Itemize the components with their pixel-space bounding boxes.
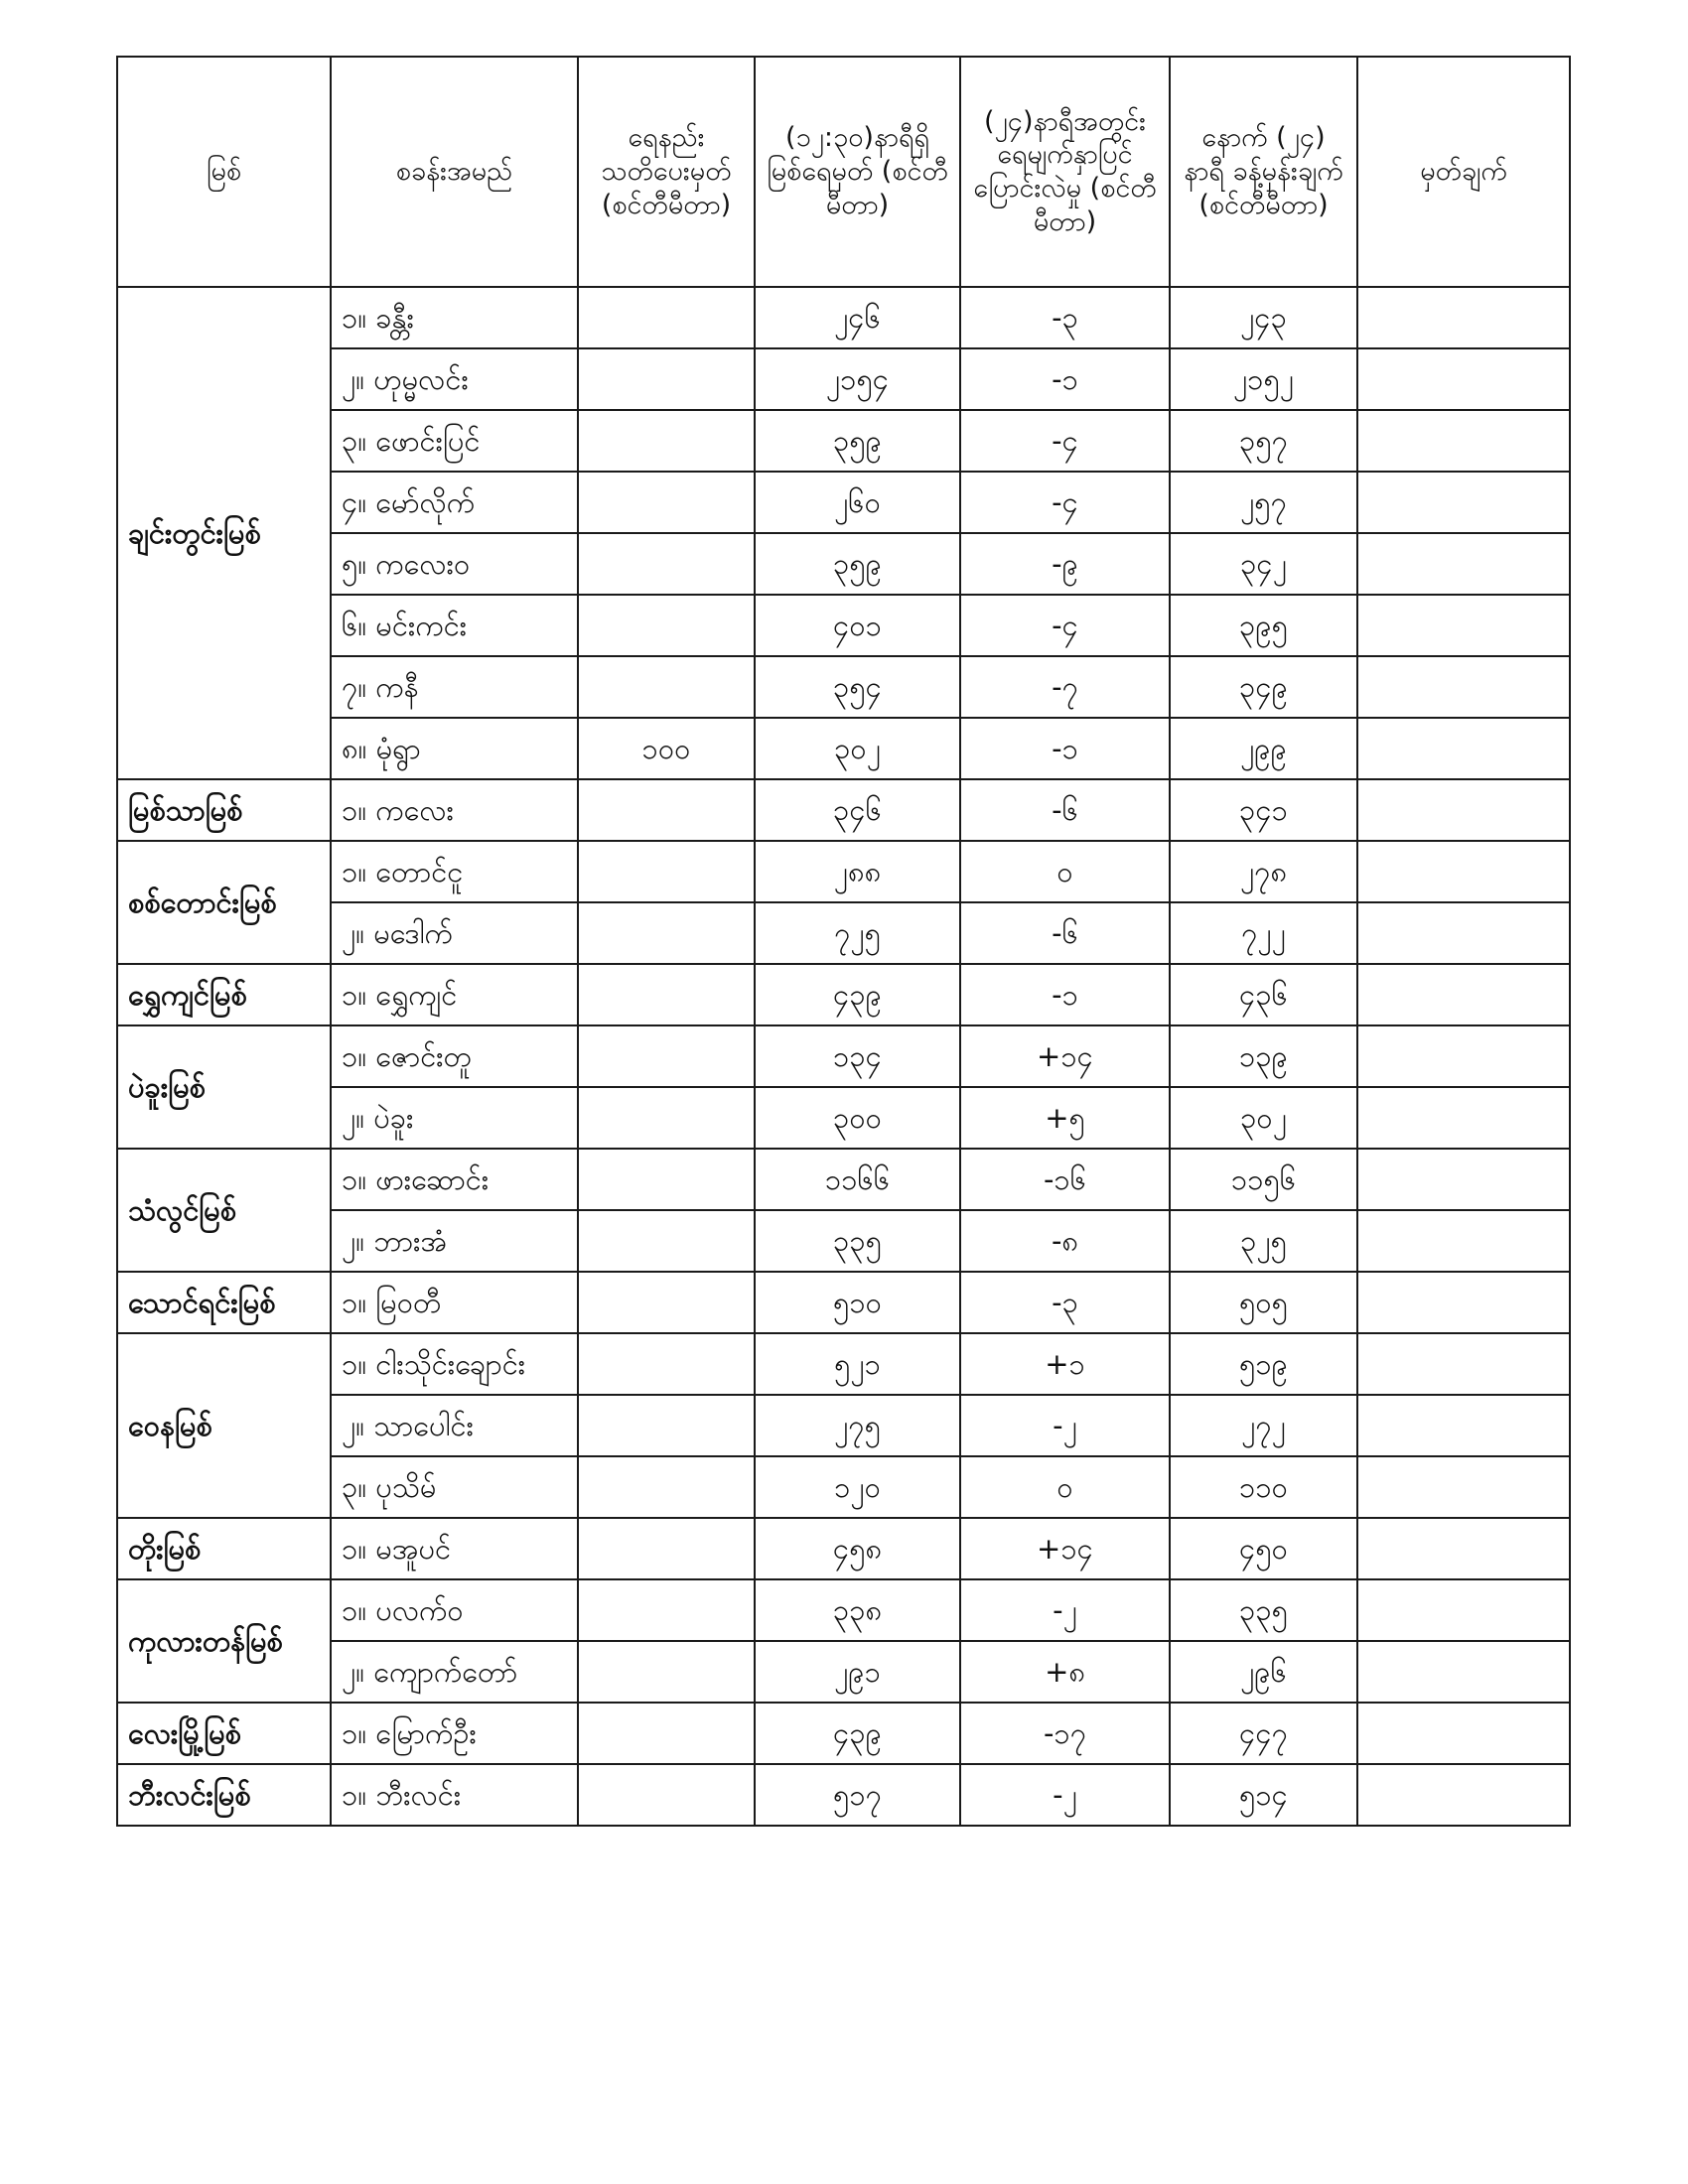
table-header bbox=[117, 57, 1570, 287]
change-cell: -၂ bbox=[960, 1764, 1170, 1826]
header-remarks: မှတ်ချက် bbox=[1357, 57, 1570, 287]
station-name: ၂။ သာပေါင်း bbox=[331, 1395, 578, 1456]
table-row bbox=[117, 1395, 1570, 1456]
table-row bbox=[117, 1703, 1570, 1764]
low-warning-cell bbox=[578, 348, 755, 410]
station-name: ၁။ ပလက်ဝ bbox=[331, 1579, 578, 1641]
change-cell: -၁ bbox=[960, 964, 1170, 1025]
water-level-cell: ၄၃၉ bbox=[755, 1703, 960, 1764]
change-cell: -၄ bbox=[960, 410, 1170, 472]
station-name: ၁။ ဘီးလင်း bbox=[331, 1764, 578, 1826]
change-cell: -၁ bbox=[960, 348, 1170, 410]
water-level-cell: ၅၁၇ bbox=[755, 1764, 960, 1826]
change-cell: -၃ bbox=[960, 287, 1170, 348]
change-cell: -၆ bbox=[960, 779, 1170, 841]
station-name: ၁။ မြောက်ဦး bbox=[331, 1703, 578, 1764]
low-warning-cell bbox=[578, 533, 755, 595]
table-row bbox=[117, 1456, 1570, 1518]
water-level-cell: ၃၅၉ bbox=[755, 410, 960, 472]
low-warning-cell bbox=[578, 595, 755, 656]
station-name: ၁။ ရွှေကျင် bbox=[331, 964, 578, 1025]
low-warning-cell bbox=[578, 1456, 755, 1518]
station-name: ၁။ ဖားဆောင်း bbox=[331, 1149, 578, 1210]
forecast-cell: ၅၁၉ bbox=[1170, 1333, 1357, 1395]
change-cell: +၈ bbox=[960, 1641, 1170, 1703]
forecast-cell: ၃၄၁ bbox=[1170, 779, 1357, 841]
water-level-cell: ၄၅၈ bbox=[755, 1518, 960, 1579]
table-row bbox=[117, 410, 1570, 472]
table-row bbox=[117, 1518, 1570, 1579]
water-level-cell: ၃၅၉ bbox=[755, 533, 960, 595]
remarks-cell bbox=[1357, 1456, 1570, 1518]
station-name: ၁။ မအူပင် bbox=[331, 1518, 578, 1579]
low-warning-cell bbox=[578, 287, 755, 348]
forecast-cell: ၂၇၈ bbox=[1170, 841, 1357, 902]
forecast-cell: ၁၁၀ bbox=[1170, 1456, 1357, 1518]
change-cell: -၄ bbox=[960, 595, 1170, 656]
station-name: ၂။ ကျောက်တော် bbox=[331, 1641, 578, 1703]
remarks-cell bbox=[1357, 656, 1570, 718]
station-name: ၁။ ဇောင်းတူ bbox=[331, 1025, 578, 1087]
station-name: ၈။ မုံရွာ bbox=[331, 718, 578, 779]
forecast-cell: ၃၃၅ bbox=[1170, 1579, 1357, 1641]
low-warning-cell bbox=[578, 1703, 755, 1764]
remarks-cell bbox=[1357, 779, 1570, 841]
table-row bbox=[117, 1149, 1570, 1210]
header-row bbox=[117, 57, 1570, 287]
water-level-cell: ၅၁၀ bbox=[755, 1272, 960, 1333]
water-level-cell: ၃၀၀ bbox=[755, 1087, 960, 1149]
remarks-cell bbox=[1357, 287, 1570, 348]
header-low-warning: ရေနည်း သတိပေးမှတ် (စင်တီမီတာ) bbox=[578, 57, 755, 287]
station-name: ၆။ မင်းကင်း bbox=[331, 595, 578, 656]
water-level-cell: ၄၃၉ bbox=[755, 964, 960, 1025]
forecast-cell: ၅၀၅ bbox=[1170, 1272, 1357, 1333]
table-row bbox=[117, 902, 1570, 964]
forecast-cell: ၃၅၇ bbox=[1170, 410, 1357, 472]
remarks-cell bbox=[1357, 1703, 1570, 1764]
table-row bbox=[117, 472, 1570, 533]
low-warning-cell bbox=[578, 1641, 755, 1703]
table-body bbox=[117, 287, 1570, 1826]
water-level-cell: ၃၃၅ bbox=[755, 1210, 960, 1272]
low-warning-cell bbox=[578, 1025, 755, 1087]
station-name: ၄။ မော်လိုက် bbox=[331, 472, 578, 533]
remarks-cell bbox=[1357, 1210, 1570, 1272]
low-warning-cell bbox=[578, 472, 755, 533]
header-24h-forecast: နောက် (၂၄) နာရီ ခန့်မှန်းချက် (စင်တီမီတာ) bbox=[1170, 57, 1357, 287]
remarks-cell bbox=[1357, 1764, 1570, 1826]
station-name: ၁။ ခန္တီး bbox=[331, 287, 578, 348]
river-level-table bbox=[116, 56, 1571, 1827]
river-name: စစ်တောင်းမြစ် bbox=[117, 841, 331, 964]
low-warning-cell bbox=[578, 1210, 755, 1272]
remarks-cell bbox=[1357, 1272, 1570, 1333]
water-level-cell: ၇၂၅ bbox=[755, 902, 960, 964]
table-row bbox=[117, 1210, 1570, 1272]
water-level-cell: ၂၉၁ bbox=[755, 1641, 960, 1703]
low-warning-cell bbox=[578, 1395, 755, 1456]
low-warning-cell bbox=[578, 1518, 755, 1579]
remarks-cell bbox=[1357, 410, 1570, 472]
water-level-cell: ၂၄၆ bbox=[755, 287, 960, 348]
station-name: ၁။ မြဝတီ bbox=[331, 1272, 578, 1333]
table-row bbox=[117, 595, 1570, 656]
forecast-cell: ၂၁၅၂ bbox=[1170, 348, 1357, 410]
remarks-cell bbox=[1357, 595, 1570, 656]
water-level-cell: ၄၀၁ bbox=[755, 595, 960, 656]
change-cell: -၇ bbox=[960, 656, 1170, 718]
river-name: လေးမြို့မြစ် bbox=[117, 1703, 331, 1764]
change-cell: +၁၄ bbox=[960, 1518, 1170, 1579]
table-row bbox=[117, 533, 1570, 595]
table-row bbox=[117, 287, 1570, 348]
station-name: ၂။ မဒေါက် bbox=[331, 902, 578, 964]
table-row bbox=[117, 779, 1570, 841]
table-row bbox=[117, 841, 1570, 902]
change-cell: +၁၄ bbox=[960, 1025, 1170, 1087]
river-name: မြစ်သာမြစ် bbox=[117, 779, 331, 841]
change-cell: -၁၆ bbox=[960, 1149, 1170, 1210]
low-warning-cell bbox=[578, 656, 755, 718]
station-name: ၁။ တောင်ငူ bbox=[331, 841, 578, 902]
river-name: ဝေနမြစ် bbox=[117, 1333, 331, 1518]
change-cell: +၅ bbox=[960, 1087, 1170, 1149]
header-24h-change: (၂၄)နာရီအတွင်း ရေမျက်နှာပြင် ပြောင်းလဲမှု (စင်တီမီတာ) bbox=[960, 57, 1170, 287]
water-level-cell: ၂၇၅ bbox=[755, 1395, 960, 1456]
table-row bbox=[117, 1579, 1570, 1641]
river-name: ဘီးလင်းမြစ် bbox=[117, 1764, 331, 1826]
low-warning-cell bbox=[578, 1764, 755, 1826]
forecast-cell: ၄၃၆ bbox=[1170, 964, 1357, 1025]
water-level-cell: ၂၈၈ bbox=[755, 841, 960, 902]
low-warning-cell bbox=[578, 1149, 755, 1210]
remarks-cell bbox=[1357, 533, 1570, 595]
table-row bbox=[117, 718, 1570, 779]
forecast-cell: ၁၁၅၆ bbox=[1170, 1149, 1357, 1210]
remarks-cell bbox=[1357, 1579, 1570, 1641]
table-row bbox=[117, 1272, 1570, 1333]
remarks-cell bbox=[1357, 348, 1570, 410]
forecast-cell: ၂၉၉ bbox=[1170, 718, 1357, 779]
change-cell: -၄ bbox=[960, 472, 1170, 533]
forecast-cell: ၄၅၀ bbox=[1170, 1518, 1357, 1579]
river-name: ပဲခူးမြစ် bbox=[117, 1025, 331, 1149]
remarks-cell bbox=[1357, 1025, 1570, 1087]
river-name: ကုလားတန်မြစ် bbox=[117, 1579, 331, 1703]
low-warning-cell bbox=[578, 1579, 755, 1641]
low-warning-cell bbox=[578, 779, 755, 841]
change-cell: ၀ bbox=[960, 1456, 1170, 1518]
water-level-cell: ၁၂၀ bbox=[755, 1456, 960, 1518]
forecast-cell: ၂၉၆ bbox=[1170, 1641, 1357, 1703]
header-station: စခန်းအမည် bbox=[331, 57, 578, 287]
remarks-cell bbox=[1357, 1149, 1570, 1210]
change-cell: -၂ bbox=[960, 1395, 1170, 1456]
forecast-cell: ၂၇၂ bbox=[1170, 1395, 1357, 1456]
forecast-cell: ၂၅၇ bbox=[1170, 472, 1357, 533]
remarks-cell bbox=[1357, 1333, 1570, 1395]
table-row bbox=[117, 1087, 1570, 1149]
remarks-cell bbox=[1357, 472, 1570, 533]
station-name: ၃။ ပုသိမ် bbox=[331, 1456, 578, 1518]
forecast-cell: ၄၄၇ bbox=[1170, 1703, 1357, 1764]
river-name: သံလွင်မြစ် bbox=[117, 1149, 331, 1272]
forecast-cell: ၁၃၉ bbox=[1170, 1025, 1357, 1087]
low-warning-cell: ၁၀၀ bbox=[578, 718, 755, 779]
table-row bbox=[117, 964, 1570, 1025]
forecast-cell: ၃၂၅ bbox=[1170, 1210, 1357, 1272]
river-name: ချင်းတွင်းမြစ် bbox=[117, 287, 331, 779]
change-cell: -၃ bbox=[960, 1272, 1170, 1333]
table-row bbox=[117, 1333, 1570, 1395]
remarks-cell bbox=[1357, 902, 1570, 964]
change-cell: -၆ bbox=[960, 902, 1170, 964]
water-level-cell: ၃၄၆ bbox=[755, 779, 960, 841]
table-row bbox=[117, 1764, 1570, 1826]
low-warning-cell bbox=[578, 410, 755, 472]
header-river: မြစ် bbox=[117, 57, 331, 287]
low-warning-cell bbox=[578, 902, 755, 964]
water-level-cell: ၃၅၄ bbox=[755, 656, 960, 718]
header-water-level: (၁၂:၃၀)နာရီရှိ မြစ်ရေမှတ် (စင်တီမီတာ) bbox=[755, 57, 960, 287]
station-name: ၂။ ဘားအံ bbox=[331, 1210, 578, 1272]
forecast-cell: ၃၀၂ bbox=[1170, 1087, 1357, 1149]
remarks-cell bbox=[1357, 718, 1570, 779]
station-name: ၅။ ကလေးဝ bbox=[331, 533, 578, 595]
water-level-cell: ၃၃၈ bbox=[755, 1579, 960, 1641]
water-level-cell: ၂၆၀ bbox=[755, 472, 960, 533]
remarks-cell bbox=[1357, 1518, 1570, 1579]
station-name: ၃။ ဖောင်းပြင် bbox=[331, 410, 578, 472]
station-name: ၇။ ကနီ bbox=[331, 656, 578, 718]
water-level-cell: ၂၁၅၄ bbox=[755, 348, 960, 410]
station-name: ၁။ ငါးသိုင်းချောင်း bbox=[331, 1333, 578, 1395]
remarks-cell bbox=[1357, 964, 1570, 1025]
low-warning-cell bbox=[578, 841, 755, 902]
water-level-cell: ၃၀၂ bbox=[755, 718, 960, 779]
water-level-cell: ၁၃၄ bbox=[755, 1025, 960, 1087]
low-warning-cell bbox=[578, 1333, 755, 1395]
change-cell: -၉ bbox=[960, 533, 1170, 595]
change-cell: ၀ bbox=[960, 841, 1170, 902]
river-name: တိုးမြစ် bbox=[117, 1518, 331, 1579]
remarks-cell bbox=[1357, 1641, 1570, 1703]
forecast-cell: ၂၄၃ bbox=[1170, 287, 1357, 348]
low-warning-cell bbox=[578, 964, 755, 1025]
station-name: ၁။ ကလေး bbox=[331, 779, 578, 841]
forecast-cell: ၅၁၄ bbox=[1170, 1764, 1357, 1826]
remarks-cell bbox=[1357, 841, 1570, 902]
water-level-cell: ၅၂၁ bbox=[755, 1333, 960, 1395]
change-cell: -၁ bbox=[960, 718, 1170, 779]
change-cell: -၈ bbox=[960, 1210, 1170, 1272]
low-warning-cell bbox=[578, 1272, 755, 1333]
forecast-cell: ၃၉၅ bbox=[1170, 595, 1357, 656]
change-cell: -၂ bbox=[960, 1579, 1170, 1641]
forecast-cell: ၃၄၂ bbox=[1170, 533, 1357, 595]
remarks-cell bbox=[1357, 1395, 1570, 1456]
river-name: ရွှေကျင်မြစ် bbox=[117, 964, 331, 1025]
low-warning-cell bbox=[578, 1087, 755, 1149]
water-level-cell: ၁၁၆၆ bbox=[755, 1149, 960, 1210]
change-cell: +၁ bbox=[960, 1333, 1170, 1395]
forecast-cell: ၇၂၂ bbox=[1170, 902, 1357, 964]
remarks-cell bbox=[1357, 1087, 1570, 1149]
river-name: သောင်ရင်းမြစ် bbox=[117, 1272, 331, 1333]
table-row bbox=[117, 1641, 1570, 1703]
table-row bbox=[117, 1025, 1570, 1087]
forecast-cell: ၃၄၉ bbox=[1170, 656, 1357, 718]
station-name: ၂။ ဟုမ္မလင်း bbox=[331, 348, 578, 410]
table-row bbox=[117, 656, 1570, 718]
table-row bbox=[117, 348, 1570, 410]
station-name: ၂။ ပဲခူး bbox=[331, 1087, 578, 1149]
change-cell: -၁၇ bbox=[960, 1703, 1170, 1764]
